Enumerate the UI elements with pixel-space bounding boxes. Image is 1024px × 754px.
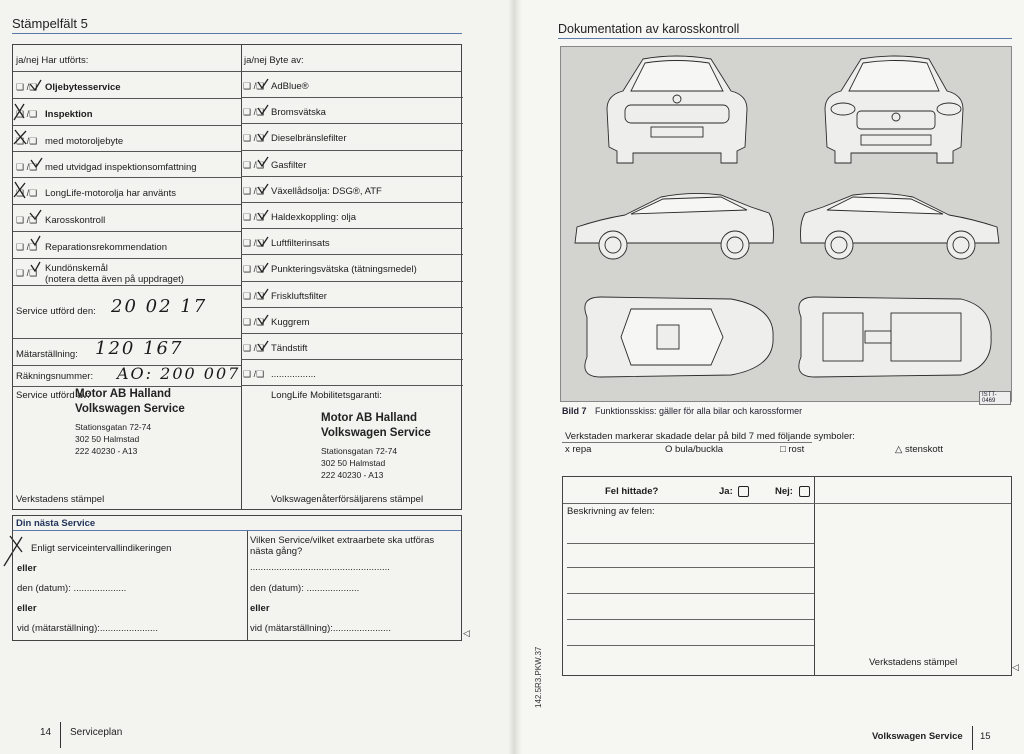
checkbox-pair[interactable]: ❑ /❑: [243, 316, 265, 327]
checklist-label: Inspektion: [45, 109, 93, 120]
next-service-question: Vilken Service/vilket extraarbete ska utföras nästa gång?: [250, 535, 435, 557]
checkbox-pair[interactable]: ❑ /❑: [243, 290, 265, 301]
checkbox-pair[interactable]: ❑ /❑: [16, 188, 38, 198]
checkmark-air-filter: [258, 237, 268, 246]
checkbox-pair[interactable]: ❑ /❑: [16, 215, 38, 225]
footer-bar-right: [972, 726, 973, 750]
checkbox-pair[interactable]: ❑ /❑: [243, 212, 265, 222]
stamp-subtitle: Volkswagen Service: [321, 427, 431, 439]
checklist-label: Haldexkoppling: olja: [271, 212, 357, 223]
mileage-label: Mätarställning:: [16, 349, 78, 360]
mileage-handwritten: 120 167: [95, 338, 184, 359]
checkmark-inspection: [14, 104, 24, 120]
checklist-label: Karosskontroll: [45, 215, 106, 226]
next-service-or-1: eller: [17, 563, 37, 574]
car-right-side-view: [801, 193, 1000, 259]
title-rule-right: [558, 38, 1012, 39]
next-service-right-or: eller: [250, 603, 270, 614]
checkbox-pair[interactable]: ❑ /❑: [243, 369, 265, 380]
fault-found-label: Fel hittade?: [605, 486, 659, 497]
fault-yes-label: Ja:: [719, 486, 733, 497]
col-right-header: ja/nej Byte av:: [244, 55, 304, 66]
checklist-label: Kundönskemål: [45, 263, 108, 274]
checkbox-pair[interactable]: ❑ /❑: [16, 242, 38, 252]
next-service-right-date: den (datum): ....................: [250, 583, 360, 594]
checkmark-customer-wishes: [31, 262, 40, 271]
stamp-phone: 222 40230 - A13: [75, 446, 138, 456]
print-code: 142.5R3.PKW.37: [534, 646, 543, 708]
car-front-view: [825, 56, 963, 163]
checkbox-pair[interactable]: ❑ /❑: [243, 133, 265, 144]
footer-page-right: 15: [980, 731, 991, 742]
checkmark-gas-filter: [258, 157, 268, 166]
caption-bold: Bild 7: [562, 406, 587, 416]
fault-table: [562, 476, 1012, 676]
checklist-label: Dieselbränslefilter: [271, 133, 347, 145]
next-service-date: den (datum): ....................: [17, 583, 127, 594]
description-line: [567, 645, 814, 646]
invoice-label: Räkningsnummer:: [16, 371, 94, 382]
checkbox-pair[interactable]: ❑ /❑: [16, 268, 38, 278]
invoice-handwritten: AO: 200 007: [117, 364, 241, 383]
checkmark-longlife-oil: [14, 182, 25, 198]
next-service-or-2: eller: [17, 603, 37, 614]
description-line: [567, 567, 814, 568]
checklist-label: LongLife-motorolja har använts: [45, 188, 176, 199]
checklist-label: Bromsvätska: [271, 107, 326, 119]
stamp-street: Stationsgatan 72-74: [321, 446, 398, 456]
checkmark-adblue: [258, 79, 268, 88]
instruction-rule: [562, 442, 812, 443]
fault-header-line: [563, 503, 1011, 504]
car-rear-view: [607, 56, 747, 163]
stamp-name: Motor AB Halland: [321, 412, 418, 424]
car-body-diagram: [560, 46, 1012, 402]
car-left-side-view: [575, 193, 774, 259]
checklist-sublabel: (notera detta även på uppdraget): [45, 274, 184, 285]
workshop-stamp-label: Verkstadens stämpel: [16, 494, 105, 505]
checkbox-pair[interactable]: ❑ /❑: [243, 159, 265, 170]
checklist-label: Växellådsolja: DSG®, ATF: [271, 185, 382, 197]
checklist-label: Luftfilterinsats: [271, 238, 330, 250]
checkmark-spark-plugs: [258, 341, 268, 350]
stamp-street: Stationsgatan 72-74: [75, 422, 152, 432]
stamp-city: 302 50 Halmstad: [321, 458, 386, 468]
next-service-divider: [247, 531, 248, 641]
checkmark-fresh-air-filter: [258, 289, 268, 298]
next-service-header-bar: [13, 516, 461, 531]
checkmark-timing-belt: [258, 315, 268, 324]
image-code: ISTT-0469: [979, 391, 1011, 405]
caption-text: Funktionsskiss: gäller för alla bilar och karossformer: [595, 406, 803, 416]
stamp-phone: 222 40230 - A13: [321, 470, 384, 480]
description-line: [567, 593, 814, 594]
checkbox-pair[interactable]: ❑ /❑: [16, 82, 38, 92]
checklist-label: med motoroljebyte: [45, 136, 124, 147]
car-underside-view: [799, 297, 991, 377]
checkbox-pair[interactable]: ❑ /❑: [16, 109, 38, 119]
car-top-view: [585, 297, 773, 377]
reseller-stamp-label: Volkswagenåterförsäljarens stämpel: [271, 494, 424, 505]
fault-divider: [814, 477, 815, 675]
footer-bar-left: [60, 722, 61, 748]
fault-no-checkbox[interactable]: [799, 486, 810, 497]
checkmark-repair-recommendation: [31, 236, 40, 245]
page-title-left: Stämpelfält 5: [12, 16, 88, 31]
checklist-label: Oljebytesservice: [45, 82, 121, 93]
checkbox-pair[interactable]: ❑ /❑: [243, 185, 265, 196]
next-service-blank-line: .....................................................: [250, 562, 390, 573]
longlife-label: LongLife Mobilitetsgaranti:: [271, 390, 382, 401]
checklist-label: .................: [271, 369, 316, 381]
corner-triangle-left: ◁: [463, 628, 470, 638]
checklist-label: AdBlue®: [271, 81, 309, 92]
stamp-subtitle: Volkswagen Service: [75, 403, 185, 415]
car-outline-drawings: [561, 47, 1013, 403]
symbol-dent: O bula/buckla: [665, 444, 724, 455]
footer-brand-right: Volkswagen Service: [872, 731, 963, 742]
service-date-label: Service utförd den:: [16, 306, 96, 317]
col-left-header: ja/nej Har utförts:: [16, 55, 89, 66]
checkbox-pair[interactable]: ❑ /❑: [243, 264, 265, 275]
next-service-interval: Enligt serviceintervallindikeringen: [31, 543, 172, 554]
checklist-label: Reparationsrekommendation: [45, 242, 167, 253]
figure-caption: [562, 406, 802, 416]
checkbox-pair[interactable]: ❑ /❑: [243, 107, 265, 118]
checkmark-brake-fluid: [258, 105, 268, 114]
checklist-label: med utvidgad inspektionsomfattning: [45, 162, 197, 173]
checklist-label: Kuggrem: [271, 316, 310, 328]
corner-triangle-right: ◁: [1012, 662, 1019, 672]
checkmark-diesel-filter: [258, 131, 268, 140]
checkbox-pair[interactable]: ❑ /❑: [243, 343, 265, 353]
checkmark-gearbox-oil: [258, 184, 268, 193]
checklist-label: Gasfilter: [271, 159, 307, 171]
checklist-label: Tändstift: [271, 343, 308, 354]
checkmark-haldex: [258, 210, 268, 219]
right-workshop-stamp-label: Verkstadens stämpel: [869, 657, 958, 668]
stamp-name: Motor AB Halland: [75, 388, 172, 400]
service-by-label: Service utförd av:: [16, 390, 90, 401]
description-line: [567, 619, 814, 620]
stamp-city: 302 50 Halmstad: [75, 434, 140, 444]
checklist-label: Punkteringsvätska (tätningsmedel): [271, 264, 417, 276]
checkmark-body-check: [30, 210, 41, 219]
checkmark-oil-service: [30, 80, 41, 90]
symbol-scratch: x repa: [565, 444, 592, 455]
checkmark-motor-oil: [14, 130, 26, 144]
checkmark-extended-inspection: [31, 158, 42, 167]
next-service-table: [12, 515, 462, 641]
footer-page-left: 14: [40, 727, 52, 738]
footer-label-left: Serviceplan: [70, 727, 123, 738]
fault-yes-checkbox[interactable]: [738, 486, 749, 497]
service-date-handwritten: 20 02 17: [111, 296, 208, 317]
checkbox-pair[interactable]: ❑ /❑: [243, 238, 265, 249]
symbol-rust: □ rost: [780, 444, 805, 455]
page-title-right: Dokumentation av karosskontroll: [558, 22, 740, 36]
checkmark-puncture-fluid: [258, 263, 268, 272]
description-label: Beskrivning av felen:: [567, 506, 655, 517]
checklist-label: Friskluftsfilter: [271, 290, 327, 302]
fault-no-label: Nej:: [775, 486, 793, 497]
damage-instruction: Verkstaden markerar skadade delar på bild 7 med följande symboler:: [565, 431, 855, 442]
checkbox-pair[interactable]: ❑ /❑: [16, 162, 38, 172]
description-line: [567, 543, 814, 544]
checkbox-pair[interactable]: ❑ /❑: [243, 81, 265, 91]
next-service-header: Din nästa Service: [16, 518, 96, 529]
next-service-mileage: vid (mätarställning):......................: [17, 623, 158, 634]
next-service-right-mileage: vid (mätarställning):......................: [250, 623, 391, 634]
symbol-stone-chip: △ stenskott: [895, 444, 943, 455]
checkbox-pair[interactable]: ❑ /❑: [16, 136, 38, 146]
